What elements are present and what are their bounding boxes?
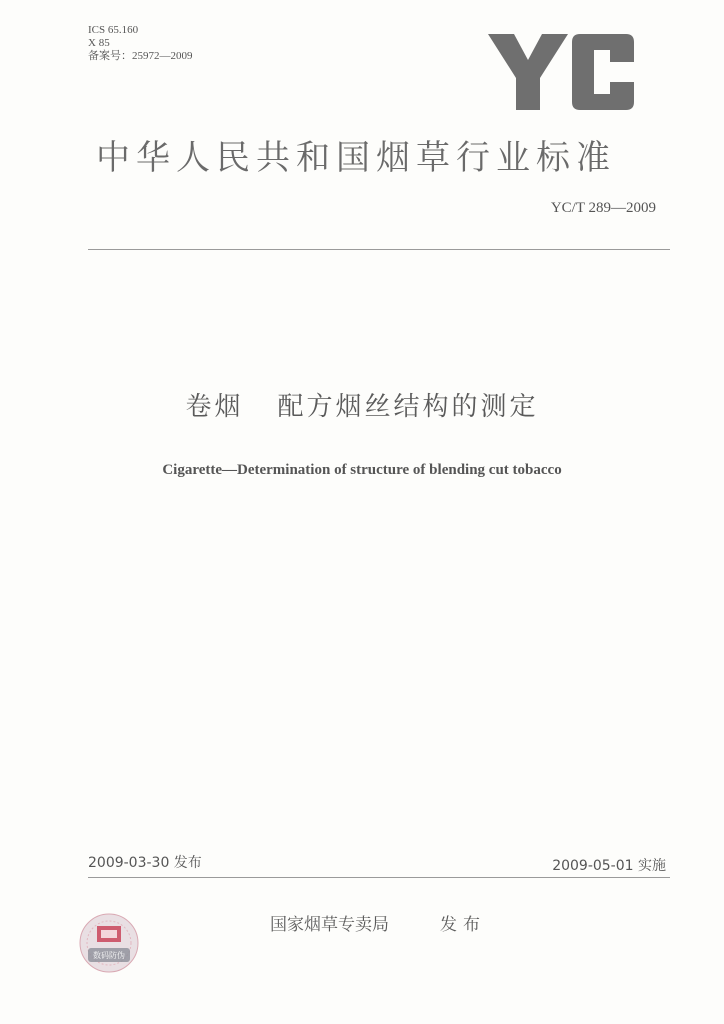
filing-number: 备案号：25972—2009	[88, 50, 193, 62]
issuing-authority: 国家烟草专卖局	[270, 915, 389, 935]
ccs-code: X 85	[88, 37, 110, 49]
standard-number: YC/T 289—2009	[550, 200, 656, 216]
ics-code: ICS 65.160	[88, 24, 139, 36]
document-title-en: Cigarette—Determination of structure of blending cut tobacco	[162, 462, 562, 478]
title-cn-part1: 卷烟	[185, 392, 244, 422]
title-cn-part2: 配方烟丝结构的测定	[277, 392, 539, 422]
implementation-date: 2009-05-01 实施	[552, 858, 666, 874]
header-divider	[88, 249, 670, 250]
issue-date: 2009-03-30 发布	[88, 855, 202, 871]
footer-divider	[88, 877, 670, 878]
issuing-action: 发布	[440, 915, 486, 935]
document-title-cn	[0, 386, 724, 423]
standard-category-title: 中华人民共和国烟草行业标准	[96, 138, 616, 178]
yc-logo	[488, 34, 634, 110]
seal-label: 数码防伪	[93, 951, 125, 960]
classification-block	[88, 24, 193, 63]
anti-counterfeit-seal	[78, 912, 140, 974]
